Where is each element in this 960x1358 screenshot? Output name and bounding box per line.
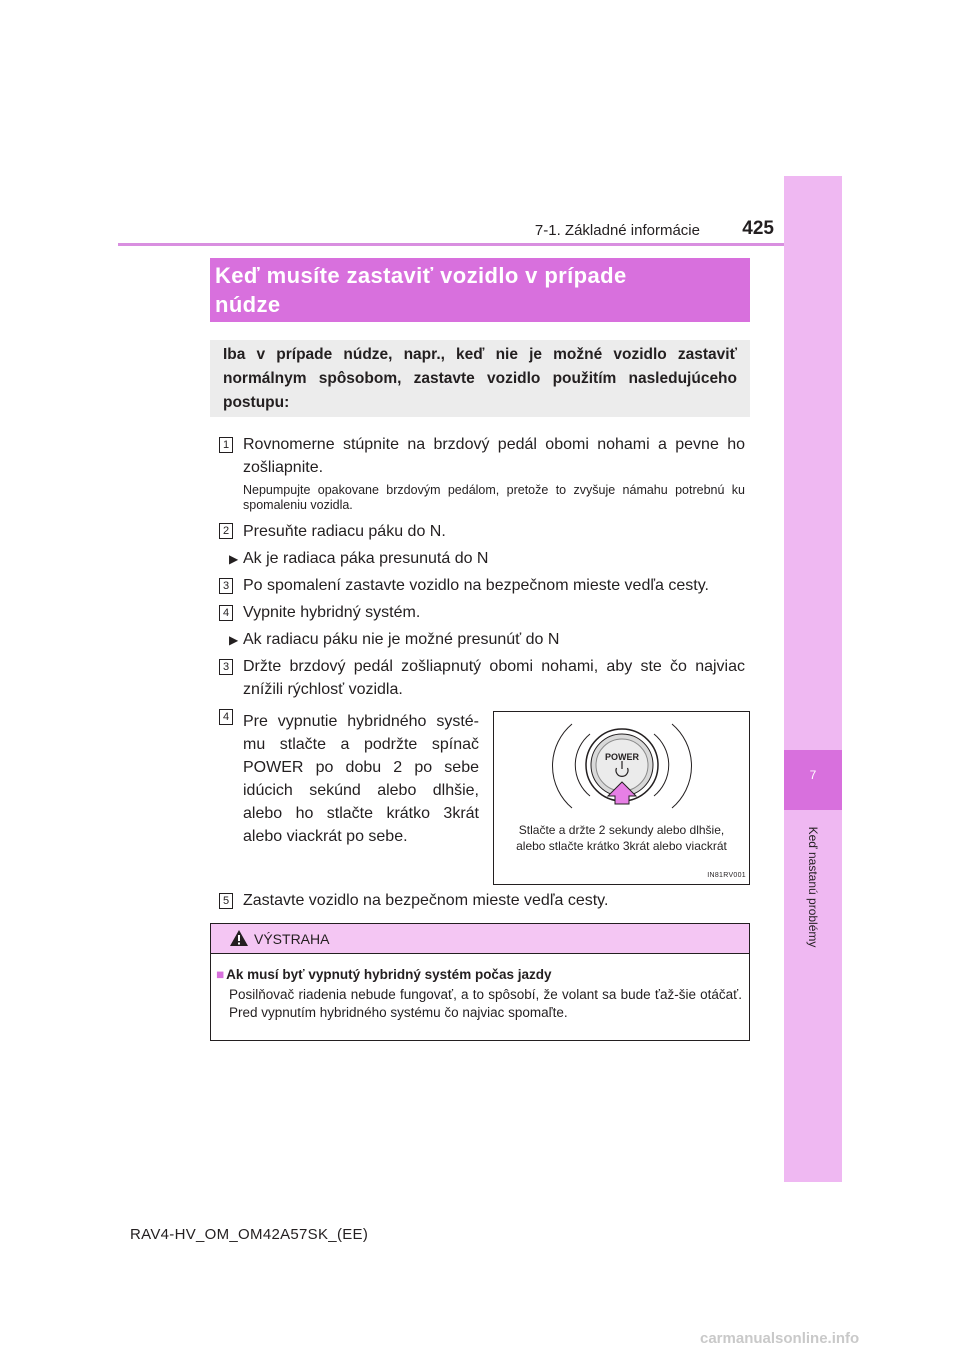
document-code: RAV4-HV_OM_OM42A57SK_(EE) bbox=[130, 1226, 369, 1243]
warning-title: VÝSTRAHA bbox=[254, 931, 330, 947]
intro-text: Iba v prípade núdze, napr., keď nie je možné vozidlo zastaviť normálnym spôsobom, zastavte vozidlo použitím nasledujúceho postupu: bbox=[223, 346, 737, 411]
step-text: Presuňte radiacu páku do N. bbox=[243, 523, 446, 540]
warning-heading-text: Ak musí byť vypnutý hybridný systém počas jazdy bbox=[226, 967, 552, 982]
figure-code: IN81RV001 bbox=[707, 872, 746, 879]
branch-text: Ak je radiaca páka presunutá do N bbox=[243, 550, 489, 567]
power-button-label: POWER bbox=[604, 752, 639, 762]
section-title: 7-1. Základné informácie bbox=[534, 222, 700, 239]
header-rule bbox=[118, 243, 841, 246]
page-number: 425 bbox=[742, 218, 774, 239]
step-badge: 3 bbox=[219, 578, 233, 594]
warning-body: Posilňovač riadenia nebude fungovať, a to spôsobí, že volant sa bude ťaž-šie otáčať. Pred vypnutím hybridného systému čo najviac spomaľte. bbox=[229, 987, 742, 1020]
power-button-illustration bbox=[494, 712, 751, 886]
step-badge: 1 bbox=[219, 437, 233, 453]
step-badge: 3 bbox=[219, 659, 233, 675]
step-text: Držte brzdový pedál zošliapnutý obomi nohami, aby ste čo najviac znížili rýchlosť vozidla. bbox=[243, 658, 745, 698]
warning-triangle-icon bbox=[229, 929, 249, 947]
step-badge: 4 bbox=[219, 605, 233, 621]
chapter-title: Keď nastanú problémy bbox=[806, 826, 820, 948]
page-title-line2: núdze bbox=[215, 292, 281, 317]
intro-box bbox=[210, 340, 750, 417]
step-badge: 4 bbox=[219, 709, 233, 725]
figure-caption bbox=[494, 822, 749, 854]
step-text: Zastavte vozidlo na bezpečnom mieste vedľa cesty. bbox=[243, 892, 609, 909]
watermark: carmanualsonline.info bbox=[700, 1330, 860, 1347]
triangle-bullet-icon: ▶ bbox=[229, 633, 239, 647]
step-badge: 2 bbox=[219, 523, 233, 539]
step-text: Po spomalení zastavte vozidlo na bezpečnom mieste vedľa cesty. bbox=[243, 577, 709, 594]
step-badge: 5 bbox=[219, 893, 233, 909]
chapter-tab-strip bbox=[784, 176, 842, 1182]
step-note: Nepumpujte opakovane brzdovým pedálom, pretože to zvyšuje námahu potrebnú ku spomaleniu vozidla. bbox=[243, 483, 745, 512]
page-title-box bbox=[210, 258, 750, 322]
step-text: Vypnite hybridný systém. bbox=[243, 604, 421, 621]
step-text: Rovnomerne stúpnite na brzdový pedál obomi nohami a pevne ho zošliapnite. bbox=[243, 436, 745, 476]
triangle-bullet-icon: ▶ bbox=[229, 552, 239, 566]
page-title-line1: Keď musíte zastaviť vozidlo v prípade bbox=[215, 263, 627, 288]
figure-caption-line1: Stlačte a držte 2 sekundy alebo dlhšie, bbox=[518, 823, 725, 837]
branch-text: Ak radiacu páku nie je možné presunúť do N bbox=[243, 631, 560, 648]
figure-frame bbox=[493, 711, 750, 885]
step-text: Pre vypnutie hybridného systé-mu stlačte a podržte spínač POWER po dobu 2 po sebe idúcich sekúnd alebo dlhšie, alebo ho stlačte krátko 3krát alebo viackrát po sebe. bbox=[243, 713, 479, 845]
figure-caption-line2: alebo stlačte krátko 3krát alebo viackrát bbox=[516, 839, 727, 853]
chapter-number: 7 bbox=[809, 768, 817, 782]
warning-heading bbox=[216, 967, 741, 982]
square-bullet-icon: ■ bbox=[216, 967, 225, 982]
